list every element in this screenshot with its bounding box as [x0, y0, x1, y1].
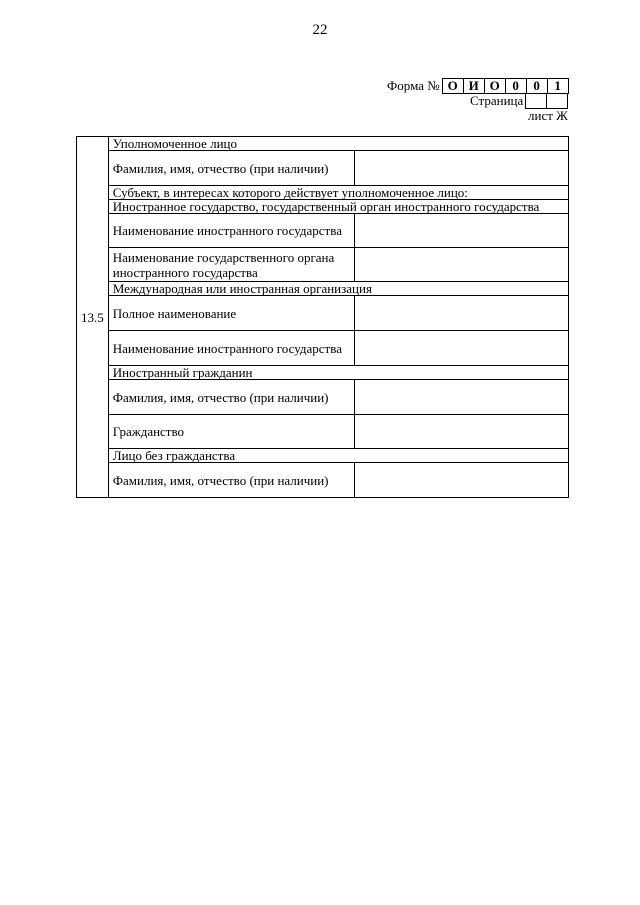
intl-org-header: Международная или иностранная организация [108, 282, 568, 296]
citizen-fio-field[interactable] [354, 380, 568, 415]
authorized-person-table [76, 136, 569, 498]
page-box[interactable] [526, 94, 546, 108]
rep-fio-label: Фамилия, имя, отчество (при наличии) [108, 151, 354, 186]
citizenship-label: Гражданство [108, 415, 354, 449]
gov-body-name-label: Наименование государственного органа иностранного государства [108, 248, 354, 282]
foreign-citizen-header: Иностранный гражданин [108, 366, 568, 380]
page-label: Страница [470, 93, 524, 108]
form-number-label: Форма № [387, 78, 440, 93]
full-name-field[interactable] [354, 296, 568, 331]
rep-fio-field[interactable] [354, 151, 568, 186]
page-number: 22 [312, 22, 328, 38]
citizenship-field[interactable] [354, 415, 568, 449]
section-title: Уполномоченное лицо [108, 137, 568, 151]
org-country-name-field[interactable] [354, 331, 568, 366]
foreign-state-name-label: Наименование иностранного государства [108, 214, 354, 248]
page-box[interactable] [546, 94, 567, 108]
citizen-fio-label: Фамилия, имя, отчество (при наличии) [108, 380, 354, 415]
stateless-fio-label: Фамилия, имя, отчество (при наличии) [108, 463, 354, 498]
stateless-header: Лицо без гражданства [108, 449, 568, 463]
foreign-state-header: Иностранное государство, государственный орган иностранного государства [108, 200, 568, 214]
form-number-block [387, 78, 569, 94]
form-code-char: И [463, 79, 484, 93]
form-code-boxes [442, 78, 569, 94]
full-name-label: Полное наименование [108, 296, 354, 331]
section-number: 13.5 [77, 137, 109, 498]
sheet-label: лист Ж [528, 108, 568, 123]
org-country-name-label: Наименование иностранного государства [108, 331, 354, 366]
form-code-char: 0 [526, 79, 547, 93]
page-number-boxes[interactable] [525, 93, 568, 109]
form-code-char: О [447, 78, 458, 93]
form-code-char: О [484, 79, 505, 93]
form-code-char: 1 [547, 79, 568, 93]
subject-header: Субъект, в интересах которого действует уполномоченное лицо: [108, 186, 568, 200]
page-field-row [470, 93, 568, 109]
gov-body-name-field[interactable] [354, 248, 568, 282]
form-code-char: 0 [505, 79, 526, 93]
foreign-state-name-field[interactable] [354, 214, 568, 248]
stateless-fio-field[interactable] [354, 463, 568, 498]
